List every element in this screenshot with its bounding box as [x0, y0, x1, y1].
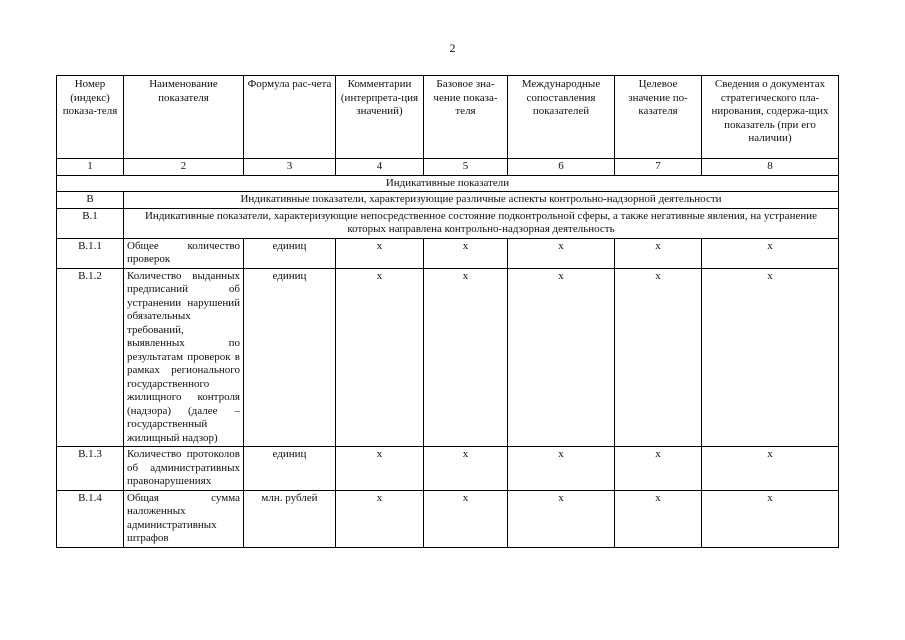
- row-docs: x: [702, 490, 839, 547]
- row-comment: x: [336, 268, 424, 447]
- row-name: Количество протоколов об административных правонарушениях: [124, 447, 244, 491]
- section-b-code: B: [57, 192, 124, 209]
- column-number: 3: [244, 159, 336, 176]
- row-comment: x: [336, 490, 424, 547]
- header-formula: Формула рас-чета: [244, 76, 336, 159]
- table-title: Индикативные показатели: [57, 175, 839, 192]
- header-target-value: Целевое значение по-казателя: [615, 76, 702, 159]
- header-international: Международные сопоставления показателей: [508, 76, 615, 159]
- row-code: B.1.1: [57, 238, 124, 268]
- row-docs: x: [702, 238, 839, 268]
- row-docs: x: [702, 447, 839, 491]
- header-base-value: Базовое зна-чение показа-теля: [424, 76, 508, 159]
- section-b-text: Индикативные показатели, характеризующие различные аспекты контрольно-надзорной деятельности: [124, 192, 839, 209]
- table-row: [57, 238, 839, 268]
- row-formula: единиц: [244, 268, 336, 447]
- row-name: Общая сумма наложенных административных штрафов: [124, 490, 244, 547]
- section-b1-row: [57, 208, 839, 238]
- title-row: [57, 175, 839, 192]
- table-row: [57, 490, 839, 547]
- row-base: x: [424, 447, 508, 491]
- header-comments: Комментарии (интерпрета-ция значений): [336, 76, 424, 159]
- row-code: B.1.2: [57, 268, 124, 447]
- table-row: [57, 268, 839, 447]
- row-formula: единиц: [244, 238, 336, 268]
- row-comment: x: [336, 447, 424, 491]
- indicators-table: [56, 75, 839, 548]
- row-base: x: [424, 238, 508, 268]
- row-formula: млн. рублей: [244, 490, 336, 547]
- table-row: [57, 447, 839, 491]
- row-intl: x: [508, 268, 615, 447]
- row-intl: x: [508, 447, 615, 491]
- row-name: Общее количество проверок: [124, 238, 244, 268]
- row-code: B.1.3: [57, 447, 124, 491]
- row-formula: единиц: [244, 447, 336, 491]
- section-b1-text: Индикативные показатели, характеризующие непосредственное состояние подконтрольной сферы, а также негативные явления, на устранение которых направлена контрольно-надзорная деятельность: [124, 208, 839, 238]
- row-name: Количество выданных предписаний об устранении нарушений обязательных требований, выявленных по результатам проверок в рамках регионального государственного жилищного контроля (надзора) (далее – государственный жилищный надзор): [124, 268, 244, 447]
- column-number: 7: [615, 159, 702, 176]
- header-row: [57, 76, 839, 159]
- column-number-row: [57, 159, 839, 176]
- column-number: 5: [424, 159, 508, 176]
- column-number: 8: [702, 159, 839, 176]
- row-intl: x: [508, 238, 615, 268]
- header-documents: Сведения о документах стратегического пла-нирования, содержа-щих показатель (при его наличии): [702, 76, 839, 159]
- row-base: x: [424, 490, 508, 547]
- row-base: x: [424, 268, 508, 447]
- row-target: x: [615, 490, 702, 547]
- section-b1-code: B.1: [57, 208, 124, 238]
- row-code: B.1.4: [57, 490, 124, 547]
- header-index: Номер (индекс) показа-теля: [57, 76, 124, 159]
- header-name: Наименование показателя: [124, 76, 244, 159]
- section-b-row: [57, 192, 839, 209]
- column-number: 4: [336, 159, 424, 176]
- row-target: x: [615, 268, 702, 447]
- column-number: 6: [508, 159, 615, 176]
- row-intl: x: [508, 490, 615, 547]
- column-number: 2: [124, 159, 244, 176]
- row-comment: x: [336, 238, 424, 268]
- page-number: 2: [449, 41, 456, 55]
- column-number: 1: [57, 159, 124, 176]
- row-target: x: [615, 238, 702, 268]
- row-docs: x: [702, 268, 839, 447]
- row-target: x: [615, 447, 702, 491]
